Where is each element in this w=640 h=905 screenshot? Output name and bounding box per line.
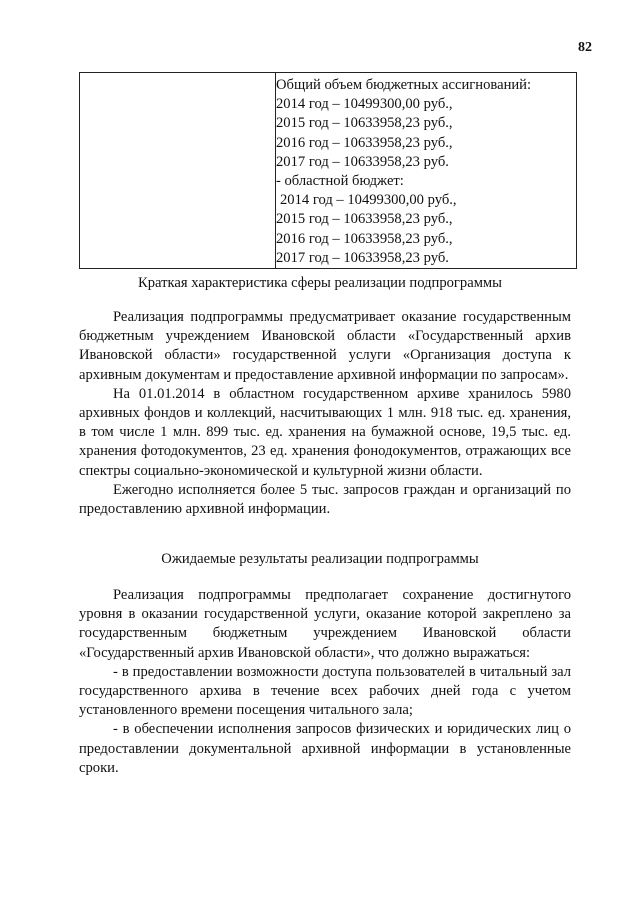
budget-regional-heading: - областной бюджет: <box>276 173 404 190</box>
section-heading-results: Ожидаемые результаты реализации подпрограммы <box>161 551 479 567</box>
budget-regional-line-2014: 2014 год – 10499300,00 руб., <box>280 192 457 209</box>
budget-table <box>79 72 577 269</box>
section-heading-characteristics: Краткая характеристика сферы реализации подпрограммы <box>138 275 502 291</box>
budget-line-2015: 2015 год – 10633958,23 руб., <box>276 115 453 132</box>
paragraph: Реализация подпрограммы предусматривает оказание государственным бюджетным учреждением Ивановской области «Государственный архив Ивановской области» государственной услуги «Организация доступа к архивным документам и предоставление архивной информации по запросам». <box>79 309 571 383</box>
budget-line-2016: 2016 год – 10633958,23 руб., <box>276 134 453 151</box>
paragraph: Реализация подпрограммы предполагает сохранение достигнутого уровня в оказании государственной услуги, оказание которой закреплено за государственным бюджетным учреждением Ивановской области «Государственный архив Ивановской области», что должно выражаться: <box>79 587 571 661</box>
budget-table-value-cell <box>276 73 577 269</box>
budget-table-label-cell <box>80 73 276 269</box>
list-item: - в предоставлении возможности доступа пользователей в читальный зал государственного архива в течение всех рабочих дней года с учетом установленного времени посещения читального зала; <box>79 663 571 719</box>
section-characteristics-body <box>79 308 571 519</box>
budget-regional-line-2015: 2015 год – 10633958,23 руб., <box>276 211 453 228</box>
budget-total-heading: Общий объем бюджетных ассигнований: <box>276 77 532 93</box>
page-number: 82 <box>578 40 592 55</box>
paragraph: На 01.01.2014 в областном государственном архиве хранилось 5980 архивных фондов и коллекций, насчитывающих 1 млн. 918 тыс. ед. хранения, в том числе 1 млн. 899 тыс. ед. хранения на бумажной основе, 19,5 тыс. ед. хранения фотодокументов, 23 ед. хранения фонодокументов, отражающих все спектры социально-экономической и культурной жизни области. <box>79 385 571 479</box>
budget-line-2014: 2014 год – 10499300,00 руб., <box>276 96 453 113</box>
budget-line-2017: 2017 год – 10633958,23 руб. <box>276 153 449 170</box>
budget-regional-line-2016: 2016 год – 10633958,23 руб., <box>276 230 453 247</box>
section-results-body <box>79 586 571 778</box>
list-item: - в обеспечении исполнения запросов физических и юридических лиц о предоставлении документальной архивной информации в установленные сроки. <box>79 721 571 776</box>
paragraph: Ежегодно исполняется более 5 тыс. запросов граждан и организаций по предоставлению архивной информации. <box>79 481 571 518</box>
budget-regional-line-2017: 2017 год – 10633958,23 руб. <box>276 249 449 266</box>
